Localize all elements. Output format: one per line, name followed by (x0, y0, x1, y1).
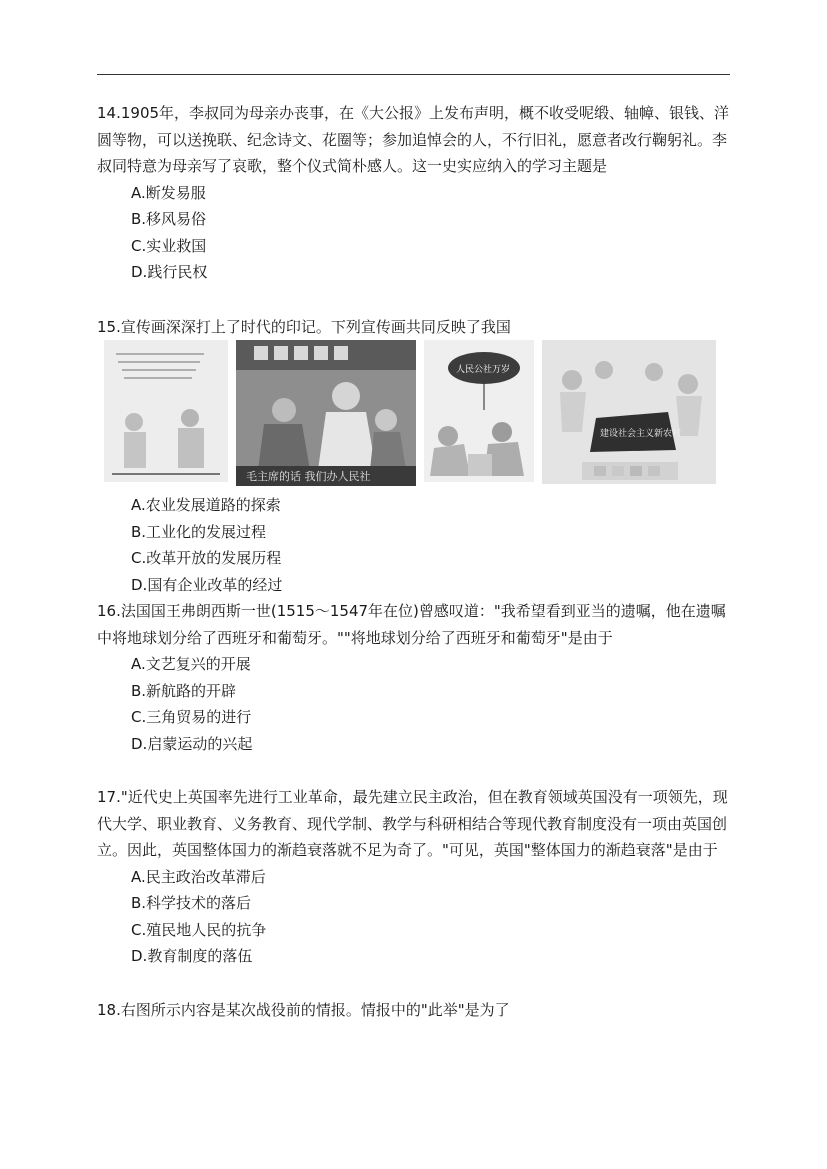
poster-caption: 毛主席的话 我们办人民社 (246, 470, 371, 483)
option-c[interactable]: C.实业救国 (131, 236, 207, 255)
option-b[interactable]: B.移风易俗 (131, 210, 207, 228)
option-b[interactable]: B.新航路的开辟 (131, 681, 237, 700)
option-a[interactable]: A.文艺复兴的开展 (131, 655, 251, 673)
option-b[interactable]: B.科学技术的落后 (131, 894, 252, 912)
question-stem: 14.1905年，李叔同为母亲办丧事，在《大公报》上发布声明，概不收受呢缎、轴幛、银钱、洋圆等物，可以送挽联、纪念诗文、花圈等；参加追悼会的人，不行旧礼，愿意者改行鞠躬礼。李叔同特意为母亲写了哀歌，整个仪式简朴感人。这一史实应纳入的学习主题是 (97, 104, 730, 175)
poster-3 (424, 340, 534, 482)
question-stem: 15.宣传画深深打上了时代的印记。下列宣传画共同反映了我国 (97, 318, 511, 336)
question-18 (97, 997, 731, 1024)
question-14 (97, 100, 731, 286)
question-15-options (97, 492, 731, 598)
option-c[interactable]: C.殖民地人民的抗争 (131, 920, 267, 939)
header-rule (97, 74, 730, 75)
poster-strip (104, 340, 716, 486)
question-17 (97, 784, 731, 970)
option-a[interactable]: A.农业发展道路的探索 (131, 496, 281, 514)
question-16 (97, 598, 731, 757)
poster-1 (104, 340, 228, 482)
question-stem: 16.法国国王弗朗西斯一世(1515～1547年在位)曾感叹道："我希望看到亚当的遗嘱，他在遗嘱中将地球划分给了西班牙和葡萄牙。""将地球划分给了西班牙和葡萄牙"是由于 (97, 602, 726, 647)
question-stem: 18.右图所示内容是某次战役前的情报。情报中的"此举"是为了 (97, 1001, 510, 1019)
poster-2 (236, 340, 416, 486)
option-c[interactable]: C.三角贸易的进行 (131, 708, 252, 726)
option-d[interactable]: D.教育制度的落伍 (131, 947, 253, 965)
option-c[interactable]: C.改革开放的发展历程 (131, 549, 282, 567)
option-d[interactable]: D.践行民权 (131, 263, 208, 281)
option-d[interactable]: D.国有企业改革的经过 (131, 575, 283, 594)
question-15 (97, 314, 731, 341)
option-d[interactable]: D.启蒙运动的兴起 (131, 734, 253, 753)
poster-4 (542, 340, 716, 484)
poster-caption: 人民公社万岁 (456, 365, 511, 375)
option-a[interactable]: A.断发易服 (131, 183, 206, 202)
option-b[interactable]: B.工业化的发展过程 (131, 522, 267, 541)
poster-caption: 建设社会主义新农村 (600, 429, 682, 439)
option-a[interactable]: A.民主政治改革滞后 (131, 867, 266, 886)
question-stem: 17."近代史上英国率先进行工业革命，最先建立民主政治，但在教育领域英国没有一项领先，现代大学、职业教育、义务教育、现代学制、教学与科研相结合等现代教育制度没有一项由英国创立。因此，英国整体国力的渐趋衰落就不足为奇了。"可见，英国"整体国力的渐趋衰落"是由于 (97, 788, 728, 859)
